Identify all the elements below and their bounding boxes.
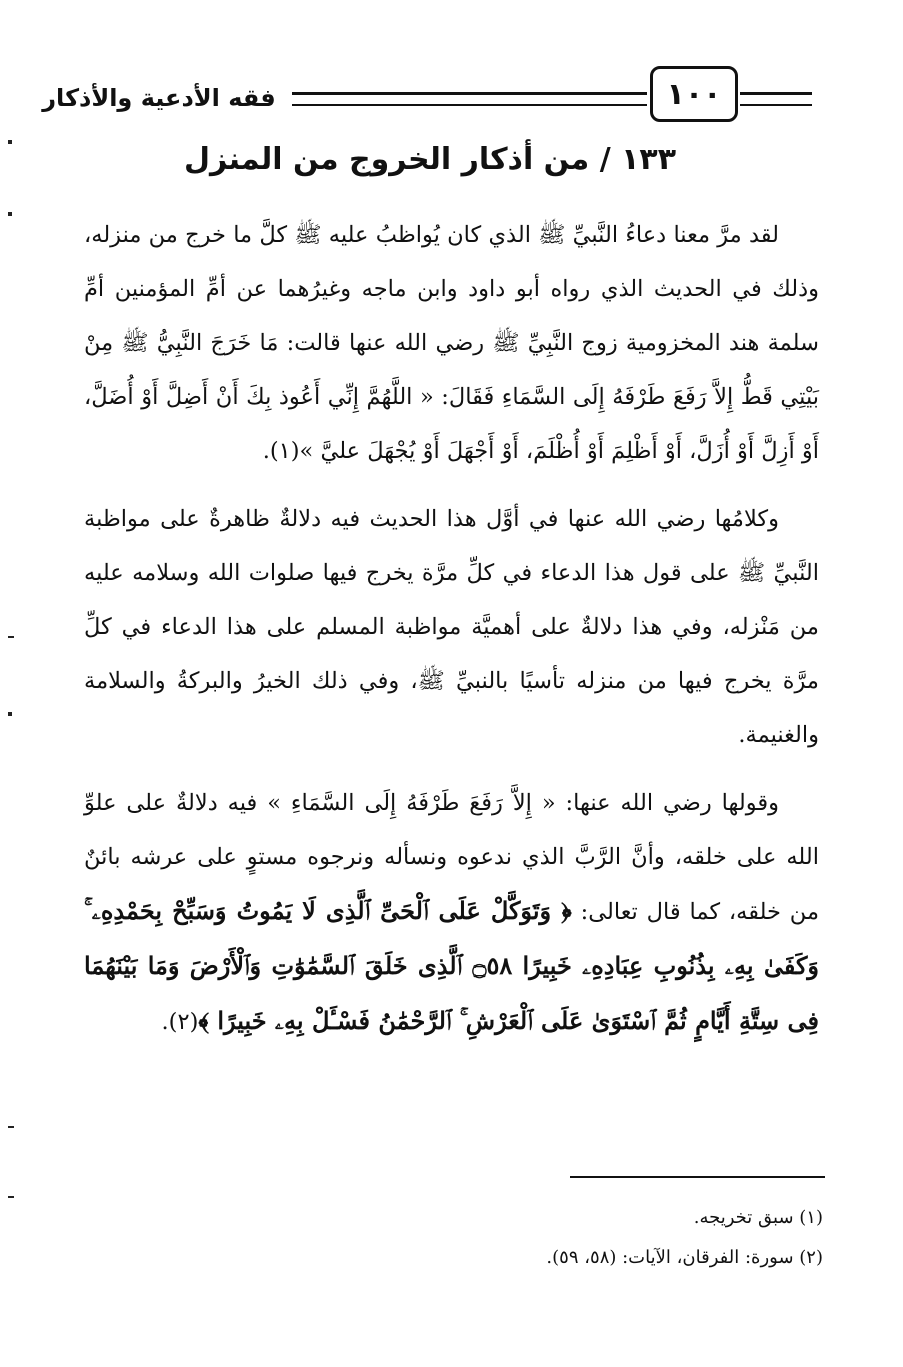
paragraph-text: وقولها رضي الله عنها: « إِلاَّ رَفَعَ طَرْفَهُ إِلَى السَّمَاءِ » فيه دلالةٌ على علوِّ الله على خلقه، وأنَّ الرَّبَّ الذي ندعوه ونسأله ونرجوه مستوٍ على عرشه بائنٌ من خلقه، كما قال تعالى: (84, 790, 819, 925)
header-rule-left (292, 92, 647, 106)
footnote: (٢) سورة: الفرقان، الآيات: (٥٨، ٥٩). (546, 1247, 823, 1268)
quran-verse: ﴿ وَتَوَكَّلْ عَلَى ٱلْحَىِّ ٱلَّذِى لَا يَمُوتُ وَسَبِّحْ بِحَمْدِهِۦ ۚ وَكَفَىٰ بِهِۦ بِذُنُوبِ عِبَادِهِۦ خَبِيرًا ۝٥٨ ٱلَّذِى خَلَقَ ٱلسَّمَٰوَٰتِ وَٱلْأَرْضَ وَمَا بَيْنَهُمَا فِى سِتَّةِ أَيَّامٍ ثُمَّ ٱسْتَوَىٰ عَلَى ٱلْعَرْشِ ۚ ٱلرَّحْمَٰنُ فَسْـَٔلْ بِهِۦ خَبِيرًا ﴾ (84, 896, 819, 1035)
scan-mark (8, 1126, 14, 1128)
scan-mark (8, 636, 14, 638)
scan-mark (8, 712, 12, 716)
paragraph: لقد مرَّ معنا دعاءُ النَّبيِّ ﷺ الذي كان يُواظبُ عليه ﷺ كلَّ ما خرج من منزله، وذلك في الحديث الذي رواه أبو داود وابن ماجه وغيرُهما عن أمِّ المؤمنين أمِّ سلمة هند المخزومية زوج النَّبِيِّ ﷺ رضي الله عنها قالت: مَا خَرَجَ النَّبِيُّ ﷺ مِنْ بَيْتِي قَطُّ إِلاَّ رَفَعَ طَرْفَهُ إِلَى السَّمَاءِ فَقَالَ: « اللَّهُمَّ إِنِّي أَعُوذ بِكَ أَنْ أَضِلَّ أَوْ أُضَلَّ، أَوْ أَزِلَّ أَوْ أُزَلَّ، أَوْ أَظْلِمَ أَوْ أُظْلَمَ، أَوْ أَجْهَلَ أَوْ يُجْهَلَ عليَّ »(١). (84, 222, 819, 464)
body-text (84, 208, 819, 1063)
page-number: ١٠٠ (650, 66, 738, 122)
scan-mark (8, 212, 12, 216)
footnote-ref: (٢). (161, 1009, 199, 1035)
footnote-divider (570, 1176, 825, 1178)
section-title: ١٣٣ / من أذكار الخروج من المنزل (183, 142, 677, 177)
paragraph (84, 776, 819, 1049)
paragraph: وكلامُها رضي الله عنها في أوَّل هذا الحديث فيه دلالةٌ ظاهرةٌ على مواظبة النَّبيِّ ﷺ على قول هذا الدعاء في كلِّ مرَّة يخرج فيها صلوات الله وسلامه عليه من مَنْزله، وفي هذا دلالةٌ على أهميَّة مواظبة المسلم على هذا الدعاء في كلِّ مرَّة يخرج فيها من منزله تأسيًا بالنبيِّ ﷺ، وفي ذلك الخيرُ والبركةُ والسلامة والغنيمة. (84, 506, 819, 748)
scan-mark (8, 1196, 14, 1198)
footnote: (١) سبق تخريجه. (693, 1207, 823, 1228)
footnotes (300, 1198, 823, 1278)
running-title: فقه الأدعية والأذكار (42, 84, 276, 112)
scan-mark (8, 140, 12, 144)
header-rule-right (740, 92, 812, 106)
